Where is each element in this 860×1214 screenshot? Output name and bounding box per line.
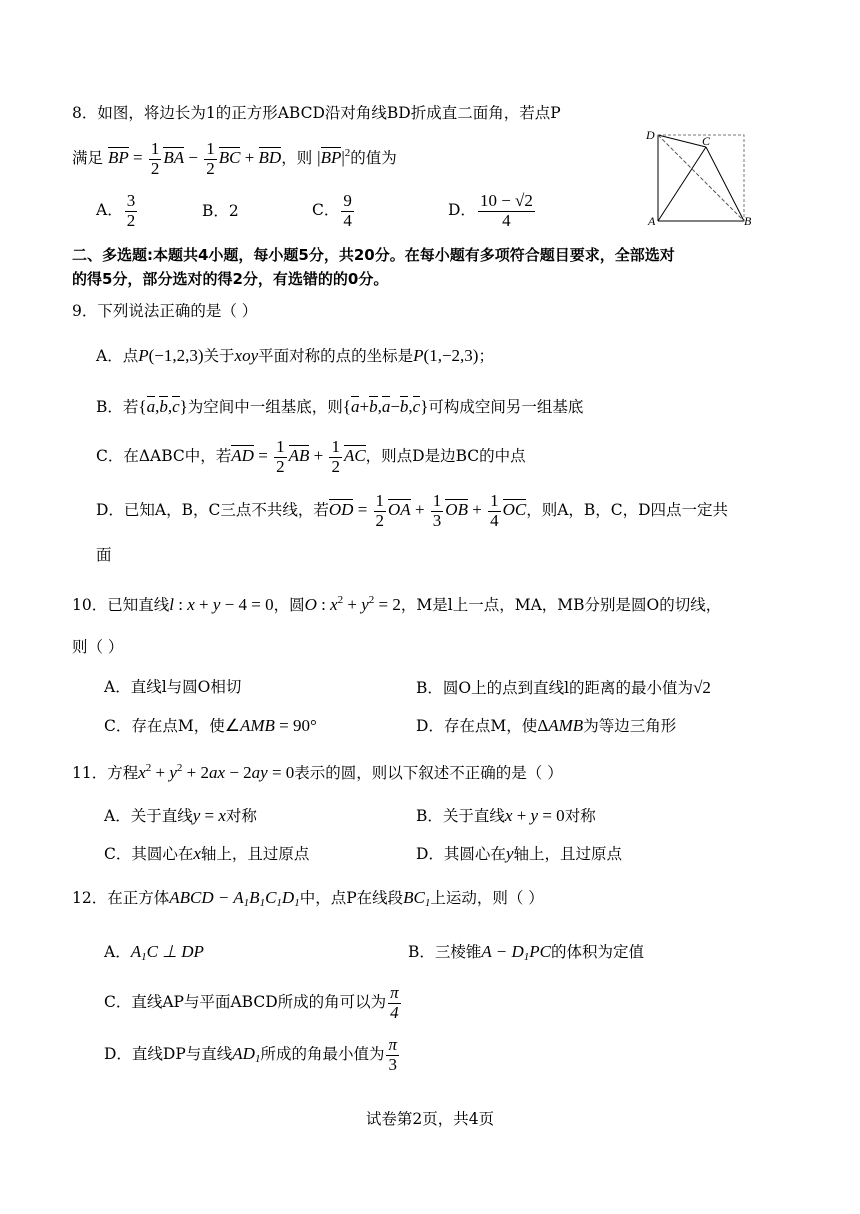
figure-label-d: D: [646, 128, 655, 142]
q12-option-b: B．三棱锥$A - D_1PC$的体积为定值: [408, 942, 644, 963]
q8-option-a: A． $\frac{3}{2}$: [96, 191, 136, 230]
q10-option-a: A．直线l与圆O相切: [104, 678, 242, 696]
q8-line2: 满足 BP = $\frac{1}{2}$ BA − $\frac{1}{2}$ BC + BD，则 $|BP|^2$的值为: [72, 139, 397, 178]
figure-label-a: A: [648, 214, 656, 228]
figure-label-b: B: [744, 214, 752, 228]
q9-option-d: D．已知A，B，C三点不共线，若OD = $\frac{1}{2}$ OA + $\frac{1}{3}$ OB + $\frac{1}{4}$ OC，则A，B，C，D四点一定共: [96, 491, 729, 530]
figure-label-c: C: [702, 134, 711, 148]
q11-option-d: D．其圆心在y轴上，且过原点: [416, 844, 622, 863]
q11-stem: 11．方程$x^2 + y^2 + 2ax - 2ay = 0$表示的圆，则以下叙述不正确的是（ ）: [72, 762, 563, 782]
q10-option-b: B．圆O上的点到直线l的距离的最小值为√2: [416, 678, 711, 697]
q9-option-d-wrap: 面: [96, 546, 112, 564]
folded-square-figure: [640, 125, 755, 230]
q10-option-d: D．存在点M，使ΔAMB为等边三角形: [416, 716, 677, 735]
q9-option-a: A．点P(−1,2,3)关于xoy平面对称的点的坐标是P(1,−2,3)；: [96, 346, 494, 365]
q9-option-c: C．在ΔABC中，若AD = $\frac{1}{2}$ AB + $\frac{1}{2}$ AC，则点D是边BC的中点: [96, 437, 526, 476]
q8-option-d: D． $\frac{10 - √2}{4}$: [448, 191, 533, 230]
q8-option-b: B．2: [202, 202, 239, 220]
q10-stem-wrap: 则（ ）: [72, 638, 124, 656]
q10-option-c: C．存在点M，使∠AMB = 90°: [104, 716, 317, 735]
q11-option-b: B．关于直线x + y = 0对称: [416, 806, 596, 825]
q12-option-d: D．直线DP与直线$AD_1$所成的角最小值为 $\frac{\pi}{3}$: [104, 1035, 398, 1074]
q10-stem: 10．已知直线l : x + y − 4 = 0，圆O : $x^2 + y^2 = 2$，M是l上一点，MA，MB分别是圆O的切线，: [72, 594, 722, 614]
q8-line1: 8．如图，将边长为1的正方形ABCD沿对角线BD折成直二面角，若点P: [72, 104, 561, 122]
q11-option-a: A．关于直线y = x对称: [104, 806, 257, 825]
page-footer: 试卷第2页，共4页: [365, 1110, 495, 1128]
section-2-header-line1: 二、多选题:本题共4小题，每小题5分，共20分。在每小题有多项符合题目要求，全部选对: [72, 246, 675, 264]
q12-stem: 12．在正方体ABCD − $A_1B_1C_1D_1$中，点P在线段$BC_1$上运动，则（ ）: [72, 888, 544, 909]
q11-option-c: C．其圆心在x轴上，且过原点: [104, 844, 310, 863]
q9-option-b: B．若{a,b,c}为空间中一组基底，则{a+b,a−b,c}可构成空间另一组基底: [96, 397, 584, 416]
section-2-header-line2: 的得5分，部分选对的得2分，有选错的的0分。: [72, 270, 389, 288]
q8-option-c: C． $\frac{9}{4}$: [312, 191, 352, 230]
q12-option-a: A．$A_1C$ ⊥ DP: [104, 942, 204, 963]
q12-option-c: C．直线AP与平面ABCD所成的角可以为 $\frac{\pi}{4}$: [104, 983, 399, 1022]
q9-stem: 9．下列说法正确的是（ ）: [72, 302, 258, 320]
